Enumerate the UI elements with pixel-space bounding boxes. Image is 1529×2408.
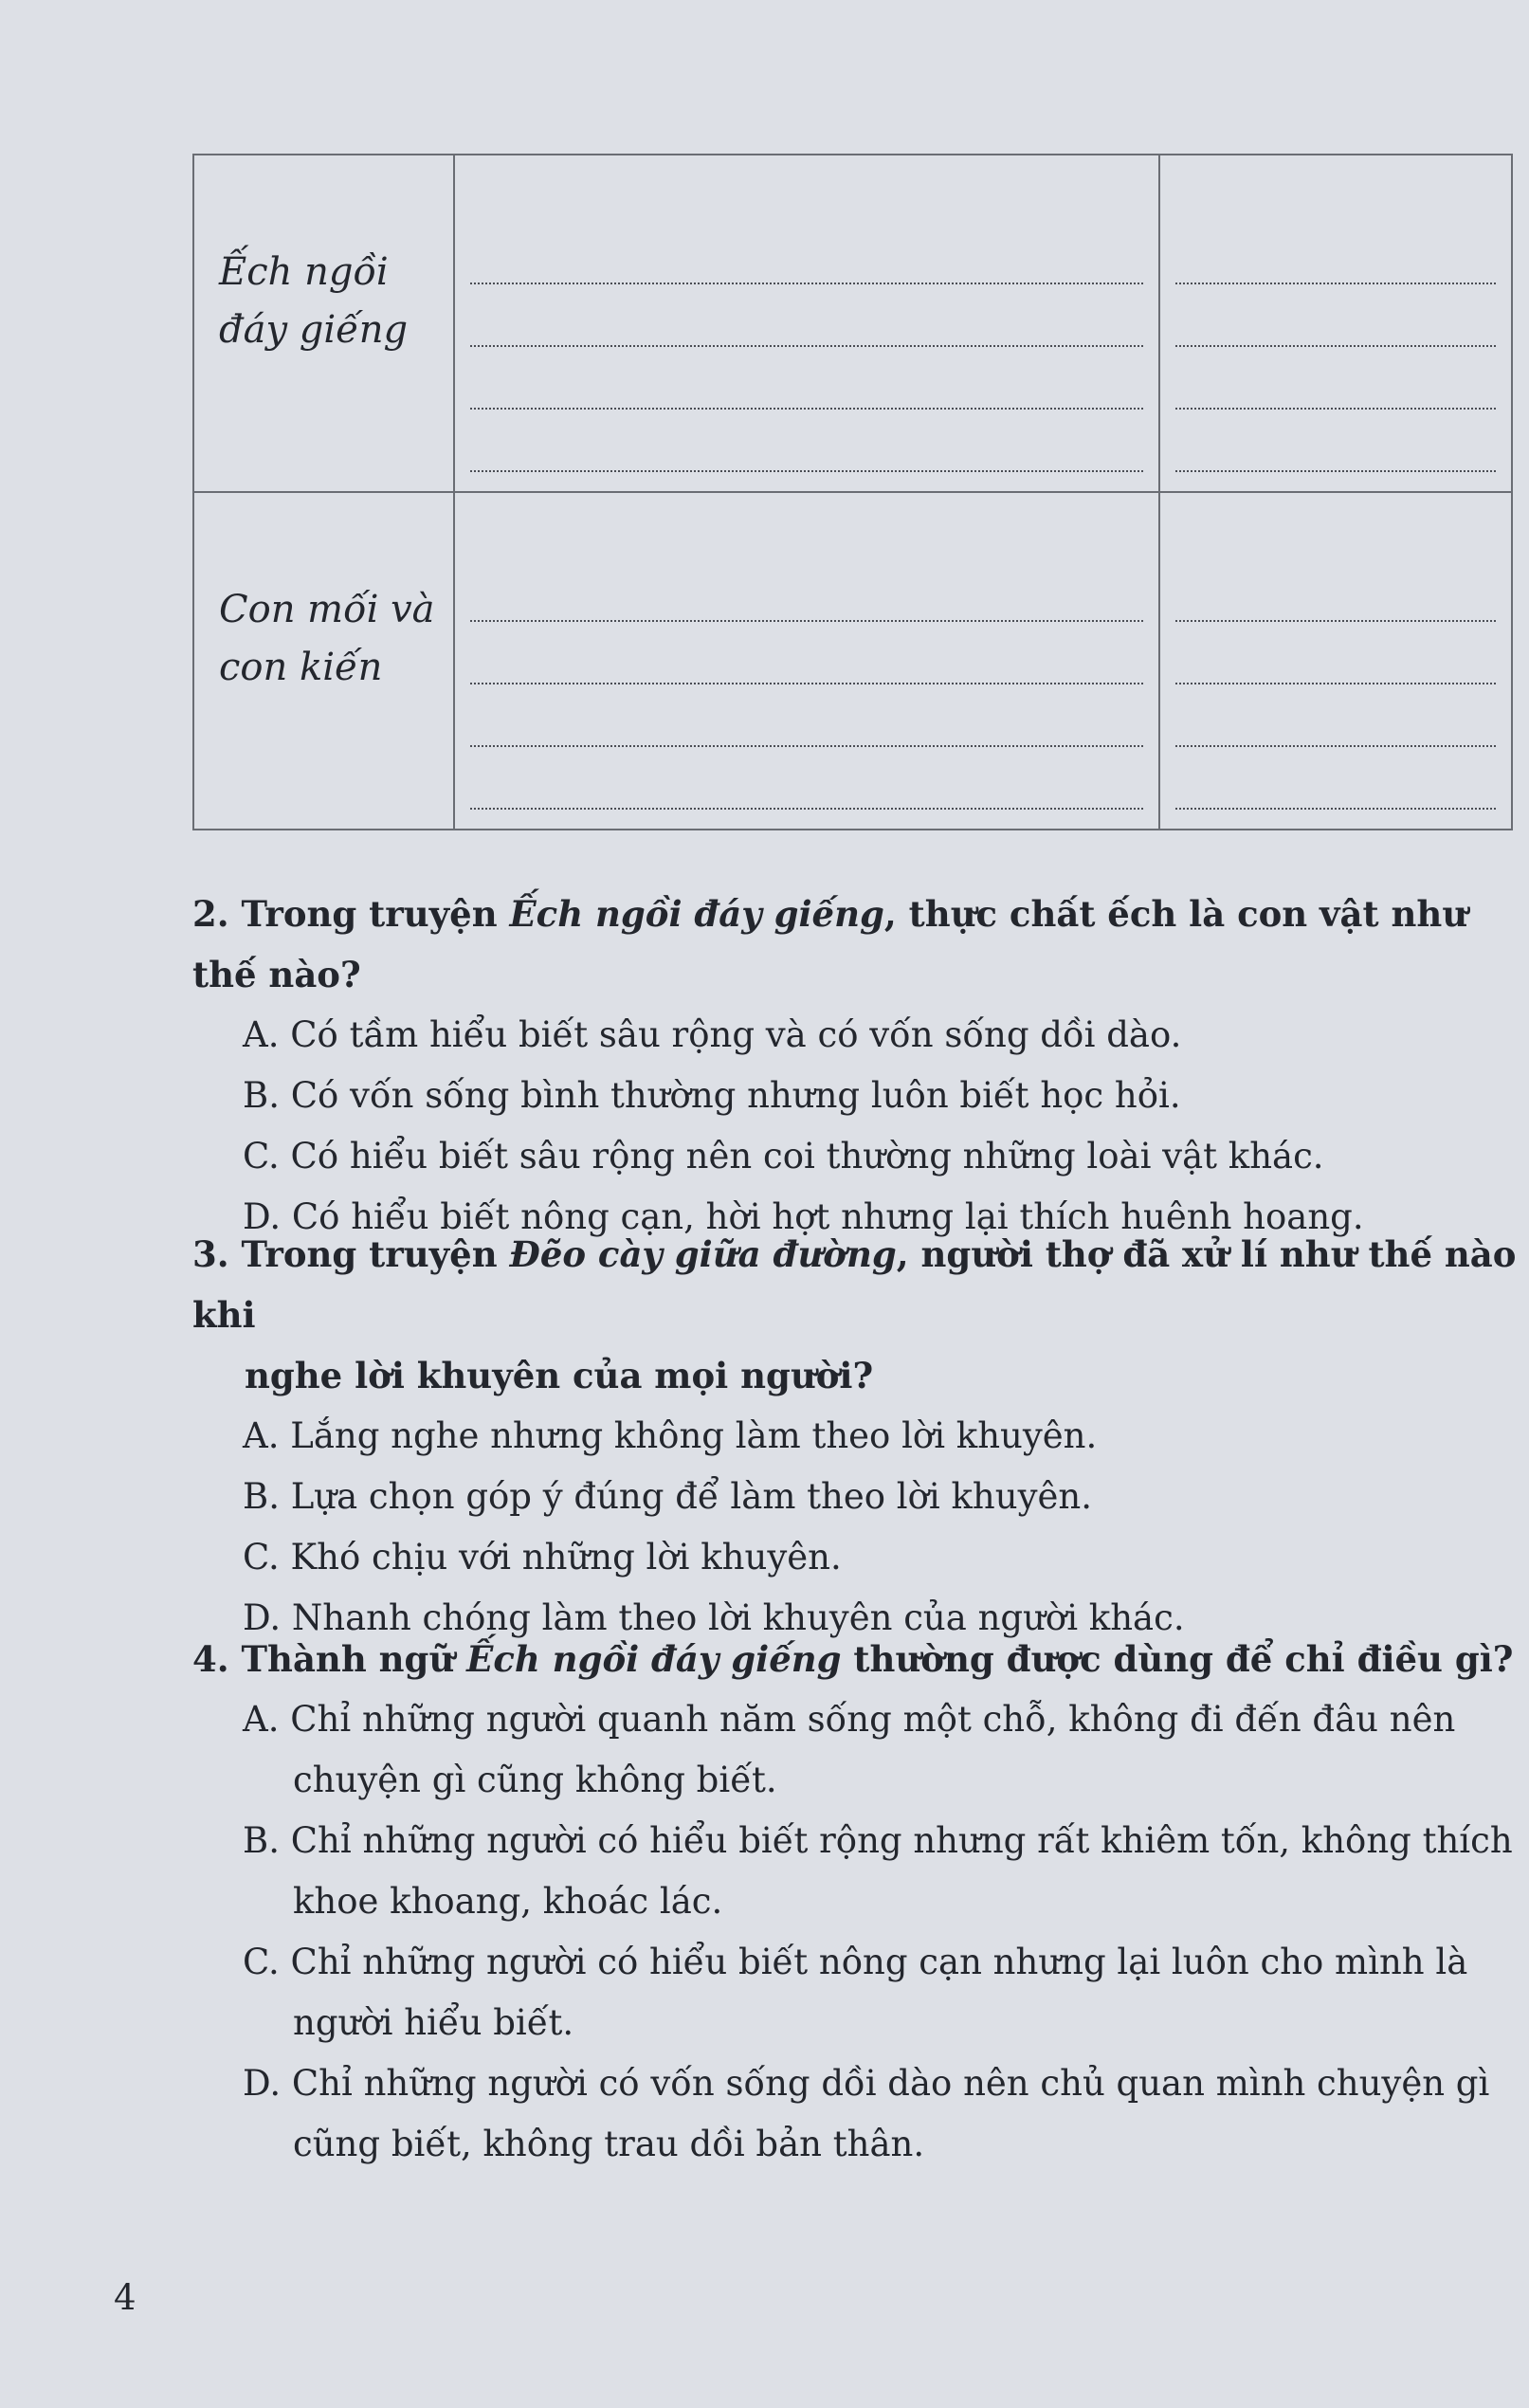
dotted-answer-line <box>1175 410 1496 472</box>
answer-cell <box>454 492 1159 830</box>
dotted-answer-line <box>470 559 1143 622</box>
dotted-answer-line <box>1175 284 1496 347</box>
story-table <box>192 154 1513 830</box>
option-b: B. Chỉ những người có hiểu biết rộng nhưng rất khiêm tốn, không thích khoe khoang, khoác lác. <box>243 1820 1513 1922</box>
dotted-answer-line <box>470 622 1143 684</box>
answer-cell <box>454 155 1159 492</box>
table-row <box>193 492 1512 830</box>
option-a: A. Lắng nghe nhưng không làm theo lời khuyên. <box>243 1415 1098 1456</box>
question-3 <box>192 1224 1520 1649</box>
option-c: C. Chỉ những người có hiểu biết nông cạn nhưng lại luôn cho mình là người hiểu biết. <box>243 1942 1468 2043</box>
dotted-answer-line <box>1175 684 1496 747</box>
dotted-answer-line <box>470 747 1143 810</box>
option-a: A. Có tầm hiểu biết sâu rộng và có vốn sống dồi dào. <box>243 1014 1182 1055</box>
option-c: C. Khó chịu với những lời khuyên. <box>243 1537 842 1578</box>
question-stem: 3. Trong truyện Đẽo cày giữa đường, người thợ đã xử lí như thế nào khi nghe lời khuyên của mọi người? <box>192 1233 1517 1396</box>
story-name-cell <box>193 155 454 492</box>
dotted-answer-line <box>470 222 1143 284</box>
option-d: D. Nhanh chóng làm theo lời khuyên của người khác. <box>243 1597 1185 1638</box>
option-d: D. Chỉ những người có vốn sống dồi dào nên chủ quan mình chuyện gì cũng biết, không trau dồi bản thân. <box>243 2063 1490 2164</box>
dotted-answer-line <box>1175 622 1496 684</box>
option-b: B. Có vốn sống bình thường nhưng luôn biết học hỏi. <box>243 1075 1181 1116</box>
dotted-answer-line <box>1175 747 1496 810</box>
answer-cell <box>1159 155 1512 492</box>
dotted-answer-line <box>470 284 1143 347</box>
question-2 <box>192 884 1520 1248</box>
dotted-answer-line <box>470 347 1143 410</box>
story-name: Ếch ngồi đáy giếng <box>219 250 409 352</box>
option-b: B. Lựa chọn góp ý đúng để làm theo lời khuyên. <box>243 1476 1092 1517</box>
dotted-answer-line <box>1175 222 1496 284</box>
question-stem: 4. Thành ngữ Ếch ngồi đáy giếng thường được dùng để chỉ điều gì? <box>192 1638 1514 1680</box>
option-c: C. Có hiểu biết sâu rộng nên coi thường những loài vật khác. <box>243 1136 1324 1177</box>
dotted-answer-line <box>1175 347 1496 410</box>
table-row <box>193 155 1512 492</box>
question-4 <box>192 1629 1520 2175</box>
option-a: A. Chỉ những người quanh năm sống một chỗ, không đi đến đâu nên chuyện gì cũng không biết. <box>243 1699 1456 1800</box>
dotted-answer-line <box>470 684 1143 747</box>
question-stem: 2. Trong truyện Ếch ngồi đáy giếng, thực chất ếch là con vật như thế nào? <box>192 893 1468 995</box>
dotted-answer-line <box>1175 559 1496 622</box>
page-number: 4 <box>114 2277 137 2318</box>
dotted-answer-line <box>470 410 1143 472</box>
story-name: Con mối và con kiến <box>219 588 435 689</box>
answer-cell <box>1159 492 1512 830</box>
story-name-cell <box>193 492 454 830</box>
option-d: D. Có hiểu biết nông cạn, hời hợt nhưng lại thích huênh hoang. <box>243 1196 1364 1237</box>
